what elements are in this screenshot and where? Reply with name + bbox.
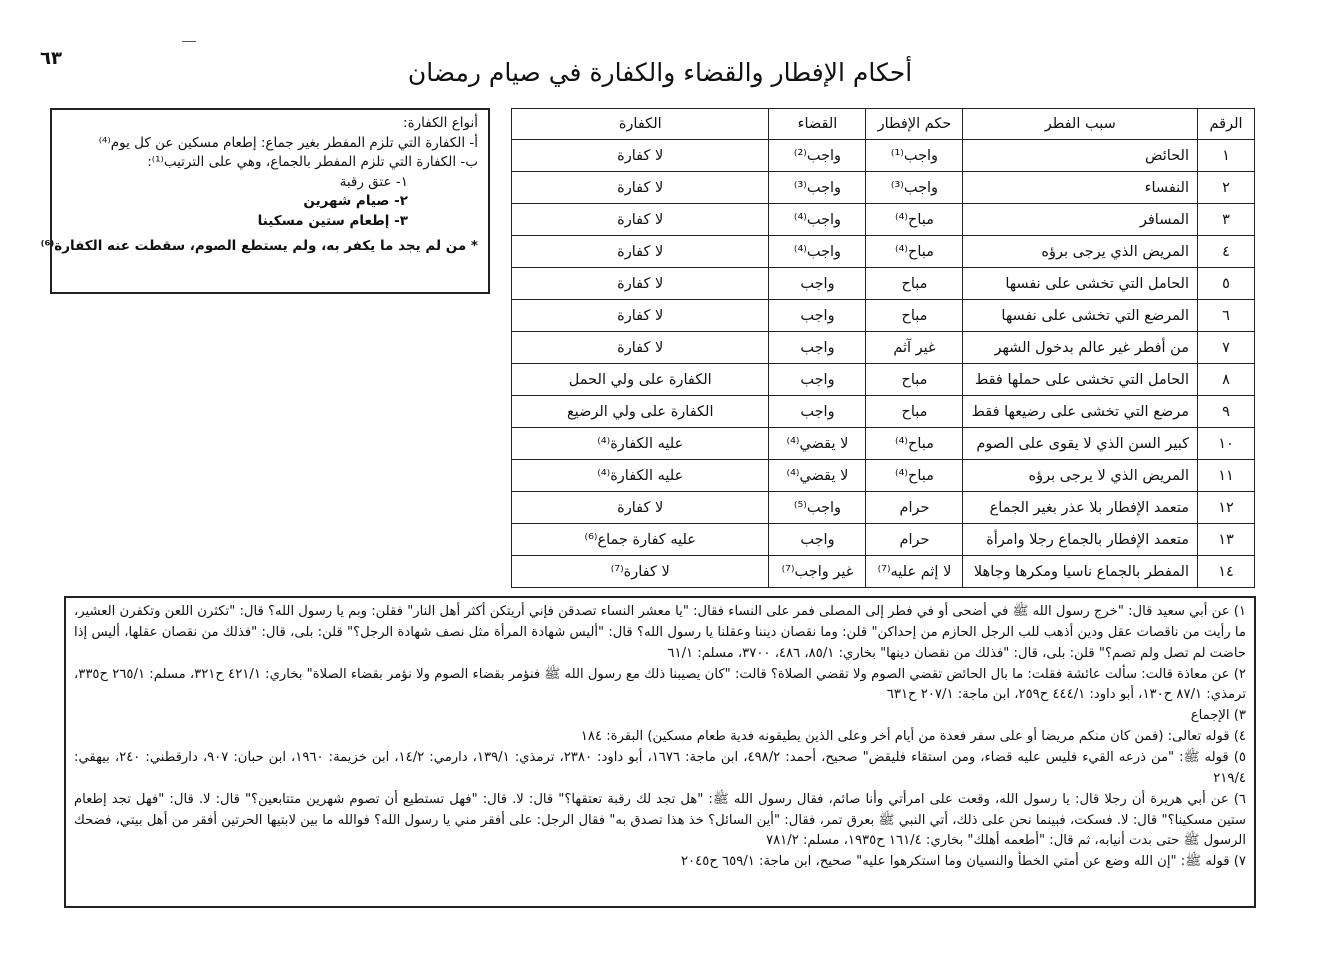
- row-number: ٥: [1198, 268, 1255, 300]
- table-row: [512, 204, 1255, 236]
- row-kaffara: لا كفارة: [512, 172, 769, 204]
- row-kaffara: لا كفارة: [512, 492, 769, 524]
- row-number: ١١: [1198, 460, 1255, 492]
- table-row: [512, 396, 1255, 428]
- row-ruling: مباح: [866, 268, 963, 300]
- row-number: ١: [1198, 140, 1255, 172]
- row-number: ٤: [1198, 236, 1255, 268]
- kaffara-item-1: ١- عتق رقبة: [339, 173, 408, 190]
- table-row: [512, 172, 1255, 204]
- row-reason: متعمد الإفطار بالجماع رجلا وامرأة: [963, 524, 1198, 556]
- row-kaffara: لا كفارة: [512, 268, 769, 300]
- row-reason: من أفطر غير عالم بدخول الشهر: [963, 332, 1198, 364]
- row-ruling: مباح: [866, 364, 963, 396]
- kaffara-line-b: ب- الكفارة التي تلزم المفطر بالجماع، وهي على الترتيب⁽¹⁾:: [147, 154, 478, 171]
- row-number: ١٢: [1198, 492, 1255, 524]
- row-reason: الحامل التي تخشى على نفسها: [963, 268, 1198, 300]
- row-number: ٣: [1198, 204, 1255, 236]
- row-qada: لا يقضي⁽⁴⁾: [769, 428, 866, 460]
- rulings-table: [511, 108, 1255, 588]
- row-kaffara: عليه كفارة جماع⁽⁶⁾: [512, 524, 769, 556]
- row-number: ٨: [1198, 364, 1255, 396]
- table-row: [512, 524, 1255, 556]
- row-reason: المفطر بالجماع ناسيا ومكرها وجاهلا: [963, 556, 1198, 588]
- row-kaffara: لا كفارة⁽⁷⁾: [512, 556, 769, 588]
- table-body: [512, 140, 1255, 588]
- table-row: [512, 140, 1255, 172]
- row-kaffara: عليه الكفارة⁽⁴⁾: [512, 428, 769, 460]
- footnote-6: ٦) عن أبي هريرة أن رجلا قال: يا رسول الله، وقعت على امرأتي وأنا صائم، فقال رسول الله ﷺ: "هل تجد لك رقبة تعتقها؟" قال: لا. قال: "فهل تستطيع أن تصوم شهرين متتابعين؟" قال: لا. قال: "فهل تجد إطعام ستين مسكينا؟" قال: لا. فسكت، فبينما نحن على ذلك، أتي النبي ﷺ بعرق تمر، فقال: "أين السائل؟ خذ هذا تصدق به" فقال الرجل: على أفقر مني يا رسول الله؟ فوالله ما بين لابتيها الحرتين أفقر من أهل بيتي، فضحك الرسول ﷺ حتى بدت أنيابه، ثم قال: "أطعمه أهلك" بخاري: ١٦١/٤ ح١٩٣٥، مسلم: ٧٨١/٢: [74, 791, 1246, 849]
- footnotes-box: [64, 596, 1256, 908]
- row-reason: المرضع التي تخشى على نفسها: [963, 300, 1198, 332]
- table-header-row: [512, 109, 1255, 140]
- footnote-5: ٥) قوله ﷺ: "من ذرعه القيء فليس عليه قضاء، ومن استقاء فليقض" صحيح، أحمد: ٤٩٨/٢، ابن ماجة: ١٦٧٦، أبو داود: ٢٣٨٠، ترمذي: ١٣٩/١، دارمي: ١٤/٢، ابن خزيمة: ١٩٦٠، ابن حبان: ٩٠٧، دارقطني: ٢٤٠، بيهقي: ٢١٩/٤: [74, 750, 1246, 786]
- row-reason: الحائض: [963, 140, 1198, 172]
- row-number: ٧: [1198, 332, 1255, 364]
- row-kaffara: لا كفارة: [512, 140, 769, 172]
- kaffara-item-2: ٢- صيام شهرين: [303, 193, 408, 210]
- row-qada: غير واجب⁽⁷⁾: [769, 556, 866, 588]
- row-reason: كبير السن الذي لا يقوى على الصوم: [963, 428, 1198, 460]
- row-qada: واجب⁽⁴⁾: [769, 236, 866, 268]
- row-number: ١٠: [1198, 428, 1255, 460]
- row-ruling: حرام: [866, 492, 963, 524]
- page-number: ٦٣: [40, 48, 62, 69]
- table-row: [512, 428, 1255, 460]
- row-qada: واجب: [769, 332, 866, 364]
- row-qada: لا يقضي⁽⁴⁾: [769, 460, 866, 492]
- header-reason: سبب الفطر: [963, 109, 1198, 140]
- header-rule: حكم الإفطار: [866, 109, 963, 140]
- footnote-1: ١) عن أبي سعيد قال: "خرج رسول الله ﷺ في أضحى أو في فطر إلى المصلى فمر على النساء فقال: "يا معشر النساء تصدقن فإني أريتكن أكثر أهل النار" فقلن: وبم يا رسول الله؟ قال: "تكثرن اللعن وتكفرن العشير، ما رأيت من ناقصات عقل ودين أذهب للب الرجل الحازم من إحداكن" قلن: وما نقصان ديننا وعقلنا يا رسول الله؟ قال: "أليس شهادة المرأة مثل نصف شهادة الرجل؟" قلن: بلى، قال: "فذلك من نقصان عقلها، أليس إذا حاضت لم تصل ولم تصم؟" قلن: بلى، قال: "فذلك من نقصان دينها" بخاري: ٨٥/١، ٤٨٦، ٣٧٠٠، مسلم: ٦١/١: [74, 604, 1246, 661]
- row-ruling: غير آثم: [866, 332, 963, 364]
- row-ruling: مباح: [866, 396, 963, 428]
- row-kaffara: لا كفارة: [512, 300, 769, 332]
- row-qada: واجب⁽³⁾: [769, 172, 866, 204]
- footnote-7: ٧) قوله ﷺ: "إن الله وضع عن أمتي الخطأ والنسيان وما استكرهوا عليه" صحيح، ابن ماجة: ٦٥٩/١ ح٢٠٤٥: [680, 854, 1246, 870]
- row-kaffara: لا كفارة: [512, 236, 769, 268]
- row-ruling: مباح⁽⁴⁾: [866, 204, 963, 236]
- row-reason: الحامل التي تخشى على حملها فقط: [963, 364, 1198, 396]
- row-kaffara: الكفارة على ولي الرضيع: [512, 396, 769, 428]
- header-dash: [182, 41, 196, 42]
- header-num: الرقم: [1198, 109, 1255, 140]
- row-reason: النفساء: [963, 172, 1198, 204]
- kaffara-note: * من لم يجد ما يكفر به، ولم يستطع الصوم، سقطت عنه الكفارة⁽⁶⁾: [40, 238, 478, 255]
- table-row: [512, 268, 1255, 300]
- row-ruling: واجب⁽¹⁾: [866, 140, 963, 172]
- table-row: [512, 300, 1255, 332]
- table-row: [512, 332, 1255, 364]
- header-qada: القضاء: [769, 109, 866, 140]
- row-qada: واجب⁽⁴⁾: [769, 204, 866, 236]
- row-reason: متعمد الإفطار بلا عذر بغير الجماع: [963, 492, 1198, 524]
- table-row: [512, 236, 1255, 268]
- row-ruling: مباح⁽⁴⁾: [866, 428, 963, 460]
- kaffara-line-a: أ- الكفارة التي تلزم المفطر بغير جماع: إطعام مسكين عن كل يوم⁽⁴⁾: [98, 134, 478, 151]
- row-number: ١٤: [1198, 556, 1255, 588]
- row-kaffara: عليه الكفارة⁽⁴⁾: [512, 460, 769, 492]
- row-kaffara: لا كفارة: [512, 204, 769, 236]
- table-row: [512, 492, 1255, 524]
- page-title: أحكام الإفطار والقضاء والكفارة في صيام رمضان: [407, 58, 913, 87]
- footnote-4: ٤) قوله تعالى: (فمن كان منكم مريضا أو على سفر فعدة من أيام أخر وعلى الذين يطيقونه فدية طعام مسكين) البقرة: ١٨٤: [580, 729, 1246, 745]
- row-ruling: مباح⁽⁴⁾: [866, 460, 963, 492]
- row-qada: واجب: [769, 300, 866, 332]
- row-reason: المريض الذي لا يرجى برؤه: [963, 460, 1198, 492]
- footnote-2: ٢) عن معاذة قالت: سألت عائشة فقلت: ما بال الحائض تقضي الصوم ولا تقضي الصلاة؟ قالت: "كان يصيبنا ذلك مع رسول الله ﷺ فنؤمر بقضاء الصوم ولا نؤمر بقضاء الصلاة" بخاري: ٤٢١/١ ح٣٢١، مسلم: ٢٦٥/١ ح٣٣٥، ترمذي: ٨٧/١ ح١٣٠، أبو داود: ٤٤٤/١ ح٢٥٩، ابن ماجة: ٢٠٧/١ ح٦٣١: [74, 666, 1246, 703]
- table-row: [512, 460, 1255, 492]
- row-ruling: مباح: [866, 300, 963, 332]
- row-qada: واجب: [769, 524, 866, 556]
- row-ruling: حرام: [866, 524, 963, 556]
- row-number: ٢: [1198, 172, 1255, 204]
- row-qada: واجب⁽²⁾: [769, 140, 866, 172]
- header-kaffara: الكفارة: [512, 109, 769, 140]
- kaffara-heading: أنواع الكفارة:: [403, 115, 478, 131]
- row-qada: واجب: [769, 364, 866, 396]
- row-number: ١٣: [1198, 524, 1255, 556]
- kaffara-item-3: ٣- إطعام ستين مسكينا: [257, 212, 408, 229]
- row-ruling: لا إثم عليه⁽⁷⁾: [866, 556, 963, 588]
- row-qada: واجب: [769, 396, 866, 428]
- row-kaffara: الكفارة على ولي الحمل: [512, 364, 769, 396]
- kaffara-types-box: [40, 108, 490, 294]
- row-reason: المريض الذي يرجى برؤه: [963, 236, 1198, 268]
- row-ruling: مباح⁽⁴⁾: [866, 236, 963, 268]
- row-number: ٦: [1198, 300, 1255, 332]
- row-kaffara: لا كفارة: [512, 332, 769, 364]
- row-number: ٩: [1198, 396, 1255, 428]
- row-ruling: واجب⁽³⁾: [866, 172, 963, 204]
- row-reason: مرضع التي تخشى على رضيعها فقط: [963, 396, 1198, 428]
- row-qada: واجب: [769, 268, 866, 300]
- table-row: [512, 556, 1255, 588]
- table-row: [512, 364, 1255, 396]
- row-qada: واجب⁽⁵⁾: [769, 492, 866, 524]
- footnote-3: ٣) الإجماع: [1190, 708, 1246, 724]
- row-reason: المسافر: [963, 204, 1198, 236]
